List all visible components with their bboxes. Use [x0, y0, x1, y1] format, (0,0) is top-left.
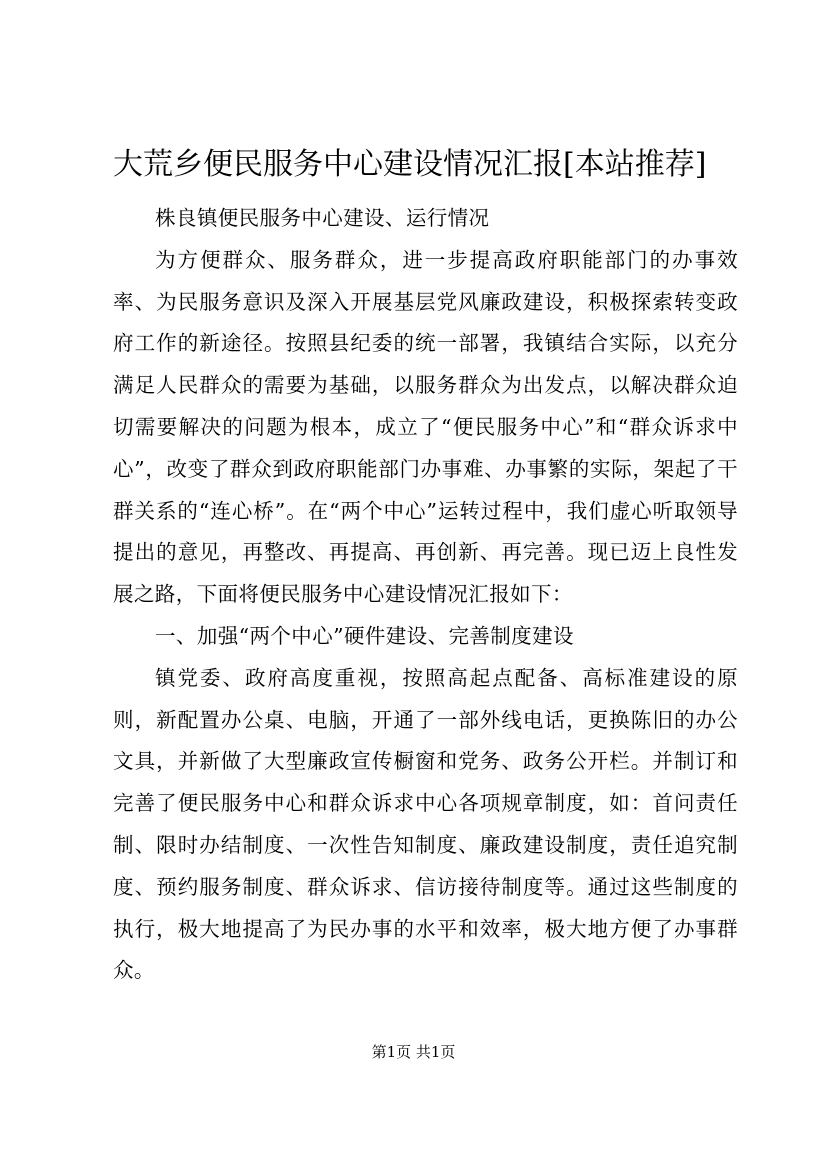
paragraph-section-body: 镇党委、政府高度重视，按照高起点配备、高标准建设的原则，新配置办公桌、电脑，开通了一部外线电话，更换陈旧的办公文具，并新做了大型廉政宣传橱窗和党务、政务公开栏。并制订和完善了便民服务中心和群众诉求中心各项规章制度，如：首问责任制、限时办结制度、一次性告知制度、廉政建设制度，责任追究制度、预约服务制度、群众诉求、信访接待制度等。通过这些制度的执行，极大地提高了为民办事的水平和效率，极大地方便了办事群众。 [113, 665, 738, 983]
document-body [113, 198, 738, 992]
paragraph-subtitle: 株良镇便民服务中心建设、运行情况 [155, 206, 490, 230]
section-heading: 一、加强“两个中心”硬件建设、完善制度建设 [155, 623, 574, 648]
paragraph-intro: 为方便群众、服务群众，进一步提高政府职能部门的办事效率、为民服务意识及深入开展基层党风廉政建设，积极探索转变政府工作的新途径。按照县纪委的统一部署，我镇结合实际，以充分满足人民群众的需要为基础，以服务群众为出发点，以解决群众迫切需要解决的问题为根本，成立了“便民服务中心”和“群众诉求中心”，改变了群众到政府职能部门办事难、办事繁的实际，架起了干群关系的“连心桥”。在“两个中心”运转过程中，我们虚心听取领导提出的意见，再整改、再提高、再创新、再完善。现已迈上良性发展之路，下面将便民服务中心建设情况汇报如下： [113, 247, 738, 607]
document-title: 大荒乡便民服务中心建设情况汇报[本站推荐] [113, 147, 707, 182]
page-footer: 第1页 共1页 [371, 1043, 456, 1061]
